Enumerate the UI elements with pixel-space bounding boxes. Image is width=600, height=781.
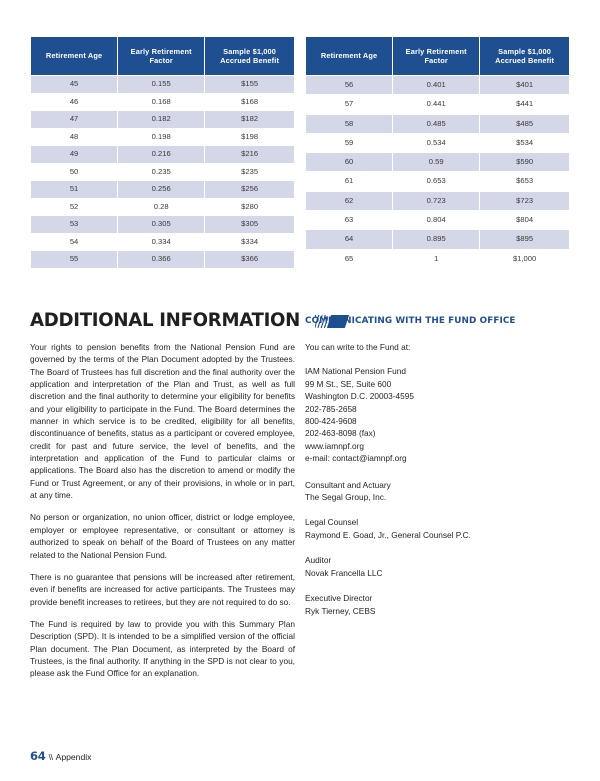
table-body-left [31,76,294,268]
cell-factor: 0.256 [118,181,204,198]
table-row [31,111,294,128]
cell-factor: 0.168 [118,94,204,111]
address-line: Washington D.C. 20003-4595 [305,391,415,402]
table-row [31,199,294,216]
address-line: IAM National Pension Fund [305,366,407,377]
table-row [306,211,569,229]
cell-benefit: $280 [205,199,294,216]
cell-retirement-age: 50 [31,164,117,181]
footer-separator: \\ [48,752,53,762]
cell-benefit: $256 [205,181,294,198]
cell-retirement-age: 55 [31,251,117,268]
cell-retirement-age: 52 [31,199,117,216]
contact-consultant-and-actuary [305,479,570,504]
cell-factor: 0.198 [118,129,204,146]
contact-legal-counsel [305,516,570,541]
cell-benefit: $441 [480,95,569,113]
table-row [31,164,294,181]
table-row [31,76,294,93]
early-retirement-factor-table-left [30,36,295,269]
cell-retirement-age: 64 [306,230,392,248]
table-body-right [306,76,569,268]
additional-information-header [30,308,301,334]
cell-retirement-age: 65 [306,250,392,268]
cell-benefit: $168 [205,94,294,111]
cell-factor: 0.305 [118,216,204,233]
table-header-row [31,37,294,75]
cell-benefit: $305 [205,216,294,233]
paragraph: No person or organization, no union officer, district or lodge employee, employer or employee representative, or consultant or attorney is authorized to speak on behalf of the Board of Trustees on any matter related to the National Pension Fund. [30,512,295,560]
additional-information-column [30,308,301,680]
cell-retirement-age: 59 [306,134,392,152]
table-row [306,134,569,152]
table-header-row [306,37,569,75]
contact-executive-director [305,592,570,617]
cell-retirement-age: 46 [31,94,117,111]
cell-factor: 0.401 [393,76,479,94]
write-to-fund-lead: You can write to the Fund at: [305,342,411,352]
cell-retirement-age: 58 [306,115,392,133]
section-title: COMMUNICATING WITH THE FUND OFFICE [305,316,516,326]
table-row [31,181,294,198]
cell-benefit: $895 [480,230,569,248]
cell-factor: 0.804 [393,211,479,229]
table-row [306,153,569,171]
table-row [31,251,294,268]
cell-factor: 0.155 [118,76,204,93]
cell-benefit: $1,000 [480,250,569,268]
cell-benefit: $198 [205,129,294,146]
cell-factor: 0.182 [118,111,204,128]
cell-factor: 0.334 [118,234,204,251]
retirement-factor-tables [0,36,600,269]
cell-retirement-age: 47 [31,111,117,128]
cell-benefit: $216 [205,146,294,163]
paragraph: The Fund is required by law to provide you with this Summary Plan Description (SPD). It is intended to be a simplified version of the official Plan document. The Plan Document, as interpreted by the Board of Trustees, is the final authority. If anything in the SPD is not clear to you, please ask the Fund Office for an explanation. [30,618,295,679]
table-row [31,146,294,163]
page-footer [30,749,91,763]
page-number: 64 [30,749,46,763]
table-row [31,94,294,111]
column-header-retirement-age: Retirement Age [306,37,392,75]
table-row [31,234,294,251]
communicating-header [305,308,570,334]
fax-number: 202-463-8098 (fax) [305,428,376,439]
cell-factor: 0.485 [393,115,479,133]
column-header-early-retirement-factor: Early Retirement Factor [118,37,204,75]
table-row [31,216,294,233]
contact-label: Consultant and Actuary [305,479,391,490]
cell-factor: 0.28 [118,199,204,216]
cell-retirement-age: 57 [306,95,392,113]
phone-number: 202-785-2658 [305,403,357,414]
cell-benefit: $590 [480,153,569,171]
cell-factor: 0.366 [118,251,204,268]
footer-section-label: Appendix [55,752,92,762]
table-row [306,172,569,190]
contact-value: Ryk Tierney, CEBS [305,605,376,616]
fund-address-block [305,365,570,464]
cell-factor: 0.235 [118,164,204,181]
contact-value: Novak Francella LLC [305,567,383,578]
cell-factor: 0.59 [393,153,479,171]
cell-retirement-age: 45 [31,76,117,93]
cell-factor: 0.441 [393,95,479,113]
cell-benefit: $155 [205,76,294,93]
contact-label: Executive Director [305,593,373,604]
cell-benefit: $804 [480,211,569,229]
email-address[interactable]: e-mail: contact@iamnpf.org [305,453,407,464]
early-retirement-factor-table-right [305,36,570,269]
cell-retirement-age: 63 [306,211,392,229]
column-header-sample-accrued-benefit: Sample $1,000 Accrued Benefit [205,37,294,75]
cell-factor: 0.653 [393,172,479,190]
cell-retirement-age: 53 [31,216,117,233]
cell-benefit: $401 [480,76,569,94]
cell-retirement-age: 51 [31,181,117,198]
content-columns [0,308,600,680]
cell-benefit: $182 [205,111,294,128]
cell-factor: 0.723 [393,192,479,210]
table-row [306,115,569,133]
paragraph: Your rights to pension benefits from the National Pension Fund are governed by the terms of the Plan Document adopted by the Trustees. The Board of Trustees has full discretion and the final authority over the application and interpretation of the Plan and Trust, as well as full discretion and the final authority to determine your eligibility for benefits and your eligibility to participate in the Fund. The Board determines the manner in which service is to be credited, eligibility for all benefits, discontinuance of benefits, status as a participant or covered employee, credit for past and future service, the level of benefits, and the interpretation and application of the Fund to particular claims or applications. The Board also has the discretion to amend or modify the Fund or Trust Agreement, or any of their provisions, in whole or in part, at any time. [30,342,295,501]
cell-retirement-age: 62 [306,192,392,210]
cell-retirement-age: 56 [306,76,392,94]
cell-benefit: $366 [205,251,294,268]
page-title: ADDITIONAL INFORMATION [30,309,301,331]
cell-retirement-age: 54 [31,234,117,251]
fund-office-body [305,341,570,617]
cell-benefit: $334 [205,234,294,251]
table-row [306,95,569,113]
column-header-sample-accrued-benefit: Sample $1,000 Accrued Benefit [480,37,569,75]
table-row [306,250,569,268]
address-line: 99 M St., SE, Suite 600 [305,378,392,389]
table-row [31,129,294,146]
cell-benefit: $653 [480,172,569,190]
cell-retirement-age: 48 [31,129,117,146]
contact-value: Raymond E. Goad, Jr., General Counsel P.C. [305,529,471,540]
cell-benefit: $723 [480,192,569,210]
contact-value: The Segal Group, Inc. [305,492,387,503]
cell-factor: 1 [393,250,479,268]
toll-free-number: 800-424-9608 [305,416,357,427]
website-url[interactable]: www.iamnpf.org [305,440,365,451]
cell-factor: 0.895 [393,230,479,248]
cell-benefit: $534 [480,134,569,152]
contact-label: Legal Counsel [305,517,359,528]
table-row [306,230,569,248]
cell-retirement-age: 49 [31,146,117,163]
additional-information-body [30,341,295,680]
contact-auditor [305,554,570,579]
cell-retirement-age: 61 [306,172,392,190]
table-row [306,76,569,94]
cell-retirement-age: 60 [306,153,392,171]
column-header-retirement-age: Retirement Age [31,37,117,75]
table-row [306,192,569,210]
paragraph: There is no guarantee that pensions will be increased after retirement, even if benefits are increased for active participants. The Trustees may provide benefit increases to retirees, but they are not required to do so. [30,571,295,607]
cell-benefit: $235 [205,164,294,181]
contact-label: Auditor [305,555,332,566]
cell-benefit: $485 [480,115,569,133]
cell-factor: 0.534 [393,134,479,152]
communicating-with-fund-office-column [305,308,570,680]
cell-factor: 0.216 [118,146,204,163]
column-header-early-retirement-factor: Early Retirement Factor [393,37,479,75]
